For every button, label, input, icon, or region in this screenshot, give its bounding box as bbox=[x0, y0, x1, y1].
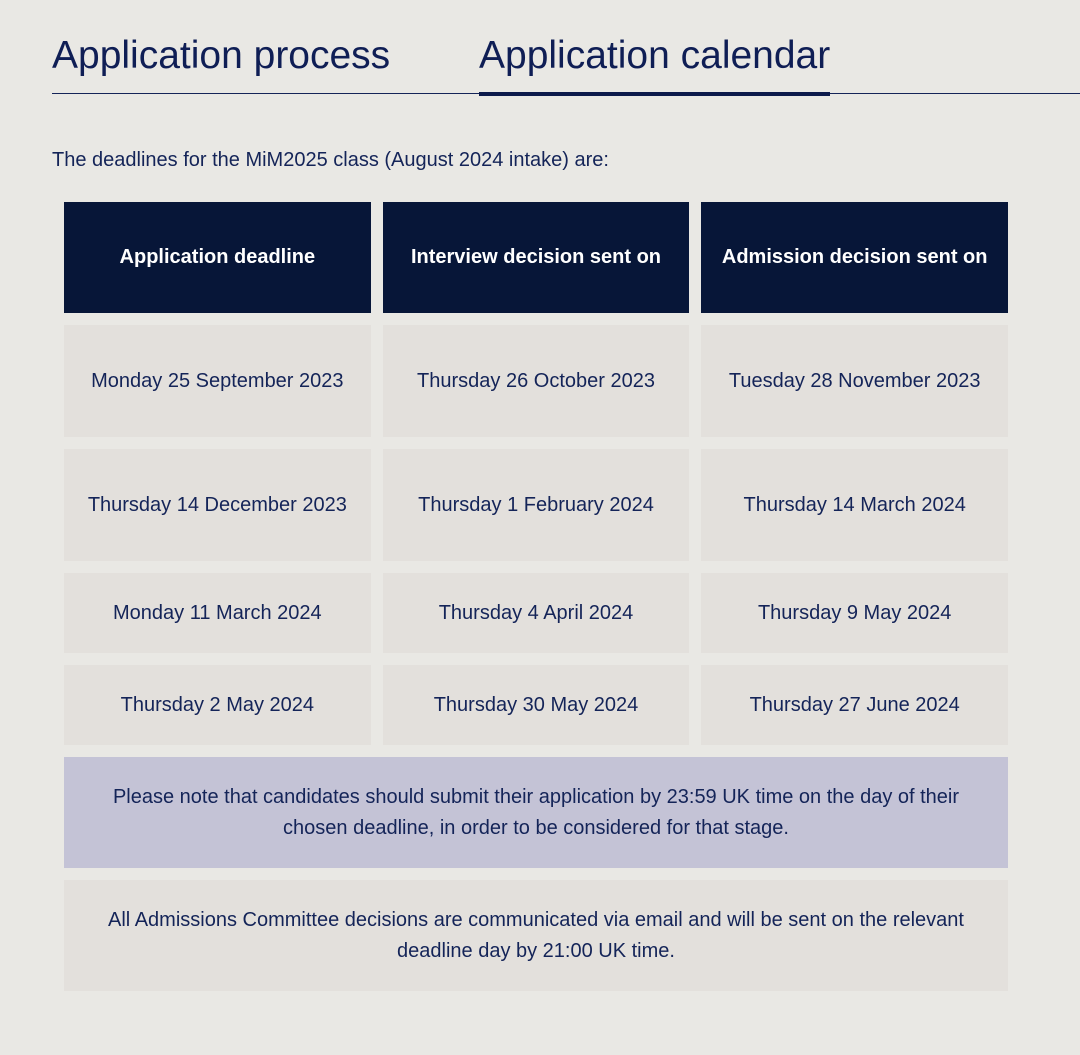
table-header-row bbox=[64, 202, 1008, 313]
table-row bbox=[64, 449, 1008, 561]
tab-application-process[interactable]: Application process bbox=[52, 34, 391, 77]
table-cell: Thursday 4 April 2024 bbox=[383, 573, 690, 653]
table-cell: Thursday 27 June 2024 bbox=[701, 665, 1008, 745]
table-cell: Thursday 26 October 2023 bbox=[383, 325, 690, 437]
table-row bbox=[64, 573, 1008, 653]
table-cell: Thursday 14 March 2024 bbox=[701, 449, 1008, 561]
header-application-deadline: Application deadline bbox=[64, 202, 371, 313]
submission-time-note: Please note that candidates should submit their application by 23:59 UK time on the day of their chosen deadline, in order to be considered for that stage. bbox=[64, 757, 1008, 868]
table-cell: Tuesday 28 November 2023 bbox=[701, 325, 1008, 437]
header-interview-decision: Interview decision sent on bbox=[383, 202, 690, 313]
table-row bbox=[64, 325, 1008, 437]
table-cell: Thursday 14 December 2023 bbox=[64, 449, 371, 561]
table-cell: Monday 11 March 2024 bbox=[64, 573, 371, 653]
table-cell: Thursday 1 February 2024 bbox=[383, 449, 690, 561]
table-cell: Monday 25 September 2023 bbox=[64, 325, 371, 437]
deadlines-table bbox=[64, 202, 1008, 1003]
intro-text: The deadlines for the MiM2025 class (August 2024 intake) are: bbox=[52, 149, 609, 171]
table-cell: Thursday 9 May 2024 bbox=[701, 573, 1008, 653]
table-cell: Thursday 2 May 2024 bbox=[64, 665, 371, 745]
header-admission-decision: Admission decision sent on bbox=[701, 202, 1008, 313]
table-cell: Thursday 30 May 2024 bbox=[383, 665, 690, 745]
tab-bar bbox=[52, 26, 1080, 94]
decision-communication-note: All Admissions Committee decisions are communicated via email and will be sent on the relevant deadline day by 21:00 UK time. bbox=[64, 880, 1008, 991]
table-row bbox=[64, 665, 1008, 745]
tab-application-calendar[interactable]: Application calendar bbox=[479, 26, 830, 93]
